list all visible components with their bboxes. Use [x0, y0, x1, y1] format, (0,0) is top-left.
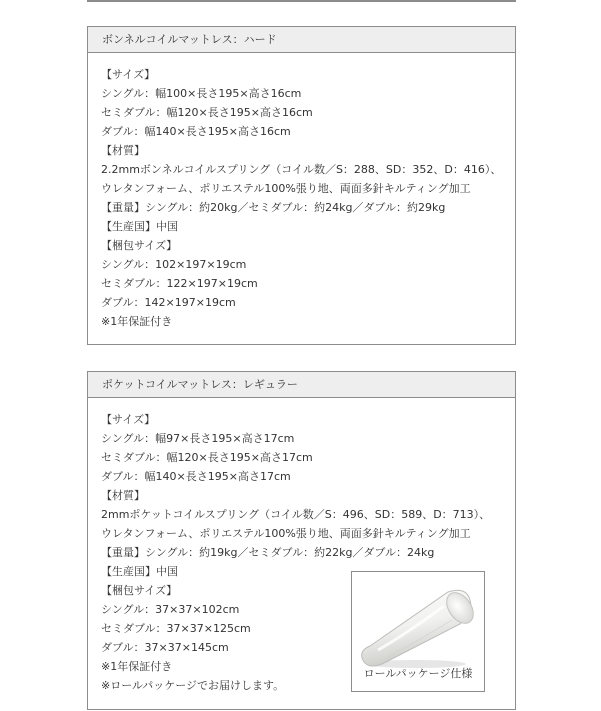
spec-line: ウレタンフォーム、ポリエステル100%張り地、両面多針キルティング加工 — [101, 182, 471, 195]
spec-line: 【重量】シングル：約19kg／セミダブル：約22kg／ダブル：24kg — [101, 546, 435, 559]
spec-line: シングル：幅100×長さ195×高さ16cm — [101, 87, 302, 100]
spec-line: 【梱包サイズ】 — [101, 584, 178, 597]
roll-package-caption: ロールパッケージ仕様 — [363, 667, 473, 680]
spec-line: 【材質】 — [101, 144, 145, 157]
spec-line: 2.2mmボンネルコイルスプリング（コイル数／S：288、SD：352、D：416）、 — [101, 163, 502, 176]
bonnell-spec-box — [87, 26, 516, 345]
spec-line: ※ロールパッケージでお届けします。 — [101, 679, 285, 692]
spec-line: シングル：102×197×19cm — [101, 258, 247, 271]
spec-line: 【生産国】中国 — [101, 565, 178, 578]
spec-line: 【重量】シングル：約20kg／セミダブル：約24kg／ダブル：約29kg — [101, 201, 446, 214]
roll-package-figure — [351, 571, 485, 692]
spec-line: セミダブル：37×37×125cm — [101, 622, 251, 635]
pocket-spec-title: ポケットコイルマットレス：レギュラー — [88, 372, 515, 398]
spec-line: ダブル：37×37×145cm — [101, 641, 229, 654]
spec-line: 2mmポケットコイルスプリング（コイル数／S：496、SD：589、D：713）、 — [101, 508, 491, 521]
bonnell-spec-title: ボンネルコイルマットレス：ハード — [88, 27, 515, 53]
spec-line: ウレタンフォーム、ポリエステル100%張り地、両面多針キルティング加工 — [101, 527, 471, 540]
spec-line: シングル：37×37×102cm — [101, 603, 240, 616]
bonnell-spec-body — [88, 53, 515, 331]
pocket-spec-box — [87, 371, 516, 710]
spec-line: ※1年保証付き — [101, 660, 173, 673]
spec-line: 【材質】 — [101, 489, 145, 502]
top-divider — [87, 0, 516, 2]
spec-line: セミダブル：幅120×長さ195×高さ16cm — [101, 106, 313, 119]
spec-line: ダブル：142×197×19cm — [101, 296, 236, 309]
spec-line: ダブル：幅140×長さ195×高さ17cm — [101, 470, 291, 483]
spec-line: シングル：幅97×長さ195×高さ17cm — [101, 432, 295, 445]
spec-line: 【生産国】中国 — [101, 220, 178, 233]
spec-line: セミダブル：幅120×長さ195×高さ17cm — [101, 451, 313, 464]
spec-line: ダブル：幅140×長さ195×高さ16cm — [101, 125, 291, 138]
rolled-mattress-image — [356, 584, 480, 670]
spec-line: 【サイズ】 — [101, 68, 156, 81]
spec-line: 【サイズ】 — [101, 413, 156, 426]
spec-line: 【梱包サイズ】 — [101, 239, 178, 252]
spec-line: セミダブル：122×197×19cm — [101, 277, 258, 290]
spec-line: ※1年保証付き — [101, 315, 173, 328]
